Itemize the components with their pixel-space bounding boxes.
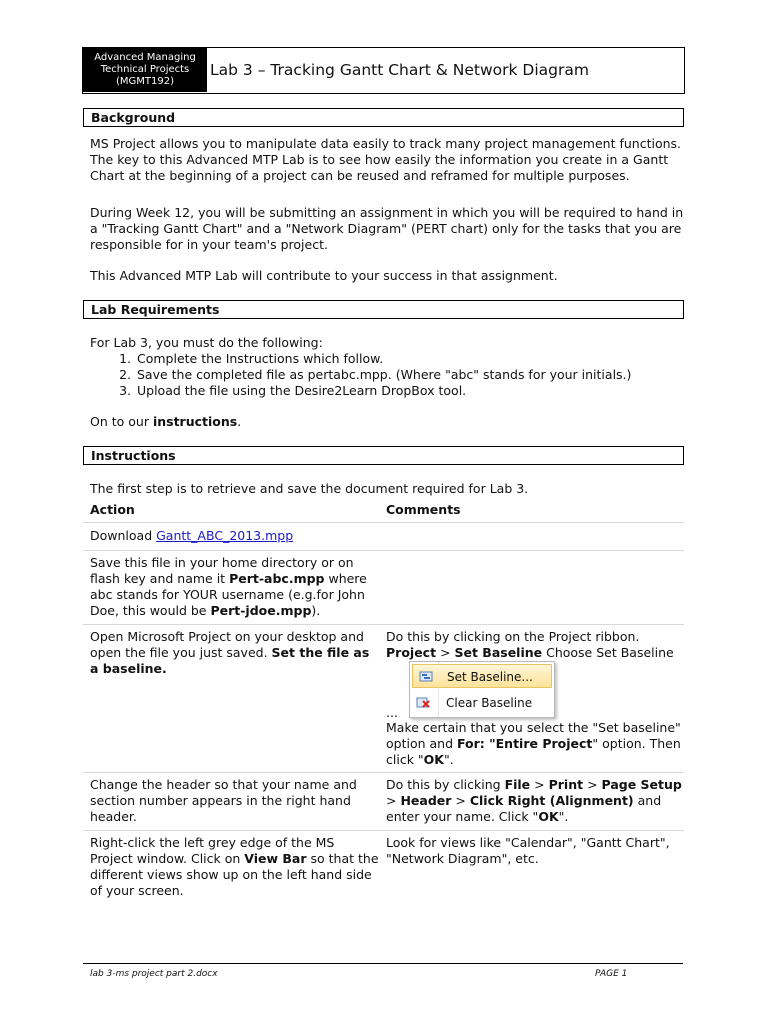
course-block (83, 48, 207, 92)
footer-filename: lab 3-ms project part 2.docx (90, 969, 218, 979)
requirement-item: 3. Upload the file using the Desire2Learn DropBox tool. (135, 383, 690, 399)
outro-text: On to our (90, 414, 153, 429)
footer-page-number: PAGE 1 (595, 969, 628, 979)
header-text-2: and enter your name. Click " (386, 793, 662, 824)
row-divider (83, 830, 684, 831)
print-label: Print (548, 777, 584, 792)
header-text-1: Do this by clicking (386, 777, 505, 792)
viewbar-text-2: so that the different views show up on the left hand side of your screen. (90, 851, 379, 898)
separator: > (583, 777, 602, 792)
background-paragraph-1: MS Project allows you to manipulate data easily to track many project management functions. The key to this Advanced MTP Lab is to see how easily the information you create in a Gantt Chart at the beginning of a project can be reused and reframed for multiple purposes. (90, 136, 682, 183)
after-text-1: Make certain that you select the "Set baseline" option and (386, 720, 681, 751)
save-text-1: Save this file in your home directory or on flash key and name it (90, 555, 354, 586)
requirements-intro: For Lab 3, you must do the following: (90, 335, 323, 350)
course-line-2: Technical Projects (100, 64, 190, 75)
choose-text: Choose Set Baseline (542, 645, 674, 660)
outro-period: . (237, 414, 242, 429)
file-label: File (504, 777, 531, 792)
requirement-item: 1. Complete the Instructions which follow. (135, 351, 690, 367)
row-divider (83, 522, 684, 523)
baseline-comment-line1: Do this by clicking on the Project ribbon. (386, 629, 640, 644)
course-line-3: (MGMT192) (115, 76, 174, 87)
set-baseline-icon (419, 670, 433, 683)
document-title: Lab 3 – Tracking Gantt Chart & Network Diagram (210, 61, 589, 79)
row-divider (83, 624, 684, 625)
save-text-2: where abc stands for YOUR username (e.g.for John Doe, this would be (90, 571, 367, 618)
requirements-list (90, 351, 690, 399)
menu-ellipsis: ... (386, 705, 398, 720)
view-bar-label: View Bar (244, 851, 307, 866)
download-link[interactable]: Gantt_ABC_2013.mpp (156, 528, 294, 543)
save-text-3: ). (311, 603, 321, 618)
section-heading-background: Background (83, 108, 684, 127)
entire-project-label: For: "Entire Project (457, 736, 593, 751)
footer-rule (83, 963, 683, 964)
background-paragraph-3: This Advanced MTP Lab will contribute to your success in that assignment. (90, 268, 558, 283)
after-text-3: ". (443, 752, 454, 767)
menu-label-set-baseline: Set Baseline... (447, 670, 533, 684)
menu-item-set-baseline[interactable] (412, 664, 552, 688)
row-baseline-action (90, 629, 380, 677)
requirement-item: 2. Save the completed file as pertabc.mpp. (Where "abc" stands for your initials.) (135, 367, 690, 383)
menu-label-clear-baseline: Clear Baseline (446, 696, 533, 710)
row-header-comment (386, 777, 686, 825)
ok-label: OK (538, 809, 559, 824)
save-example: Pert-jdoe.mpp (210, 603, 312, 618)
row-download (90, 528, 380, 544)
header-text-3: ". (558, 809, 569, 824)
row-divider (83, 550, 684, 551)
baseline-comment-after (386, 720, 686, 768)
course-line-1: Advanced Managing (94, 52, 196, 63)
separator: > (530, 777, 549, 792)
column-header-comments: Comments (386, 502, 461, 517)
click-right-label: Click Right (Alignment) (469, 793, 634, 808)
instructions-intro: The first step is to retrieve and save the document required for Lab 3. (90, 481, 529, 496)
row-divider (83, 772, 684, 773)
row-header-action: Change the header so that your name and section number appears in the right hand header. (90, 777, 357, 824)
row-viewbar-action (90, 835, 380, 899)
row-viewbar-comment: Look for views like "Calendar", "Gantt Chart", "Network Diagram", etc. (386, 835, 670, 866)
baseline-action-bold: Set the file as a baseline. (90, 645, 370, 676)
baseline-comment-line2 (386, 645, 686, 661)
project-ribbon-label: Project (386, 645, 437, 660)
viewbar-text-1: Right-click the left grey edge of the MS Project window. Click on (90, 835, 335, 866)
row-save-file (90, 555, 380, 619)
separator: > (386, 793, 401, 808)
baseline-action-text: Open Microsoft Project on your desktop and open the file you just saved. (90, 629, 364, 660)
requirements-outro (90, 414, 690, 430)
separator: > (436, 645, 455, 660)
separator: > (451, 793, 470, 808)
after-text-2: " option. Then click " (386, 736, 681, 767)
header-label: Header (400, 793, 452, 808)
save-filename: Pert-abc.mpp (229, 571, 325, 586)
outro-bold: instructions (152, 414, 238, 429)
column-header-action: Action (90, 502, 135, 517)
ok-label: OK (423, 752, 444, 767)
section-heading-instructions: Instructions (83, 446, 684, 465)
background-paragraph-2: During Week 12, you will be submitting an assignment in which you will be required to hand in a "Tracking Gantt Chart" and a "Network Diagram" (PERT chart) only for the tasks that you are responsible for in your team's project. (90, 205, 684, 252)
download-text: Download (90, 528, 157, 543)
page-setup-label: Page Setup (601, 777, 682, 792)
set-baseline-label: Set Baseline (454, 645, 543, 660)
section-heading-requirements: Lab Requirements (83, 300, 684, 319)
